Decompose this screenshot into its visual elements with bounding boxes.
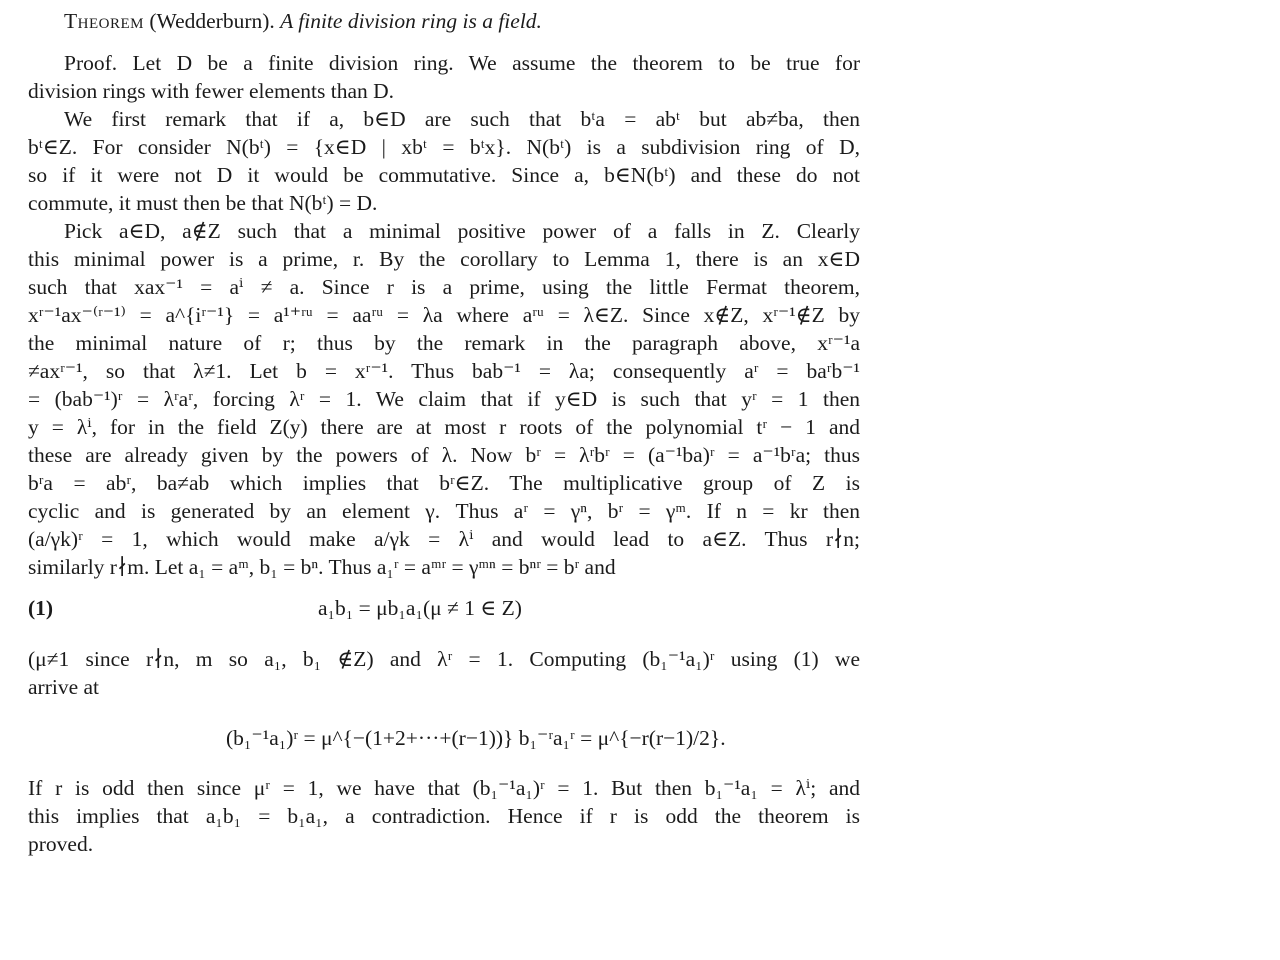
theorem-statement: A finite division ring is a field. [280,9,542,33]
proof-line-14: y = λⁱ, for in the field Z(y) there are at most r roots of the polynomial tʳ − 1 and [28,415,860,439]
conclusion-line-2: this implies that a₁b₁ = b₁a₁, a contradiction. Hence if r is odd the theorem is [28,804,860,828]
theorem-attribution: (Wedderburn). [143,9,281,33]
proof-line-19: similarly r∤m. Let a₁ = aᵐ, b₁ = bⁿ. Thus a₁ʳ = aᵐʳ = γᵐⁿ = bⁿʳ = bʳ and [28,555,616,579]
proof-line-9: such that xax⁻¹ = aⁱ ≠ a. Since r is a prime, using the little Fermat theorem, [28,275,860,299]
equation-number: (1) [28,596,54,620]
equation-1: a₁b₁ = μb₁a₁(μ ≠ 1 ∈ Z) [318,596,522,620]
equation-2: (b₁⁻¹a₁)ʳ = μ^{−(1+2+···+(r−1))} b₁⁻ʳa₁ʳ = μ^{−r(r−1)/2}. [226,726,726,750]
proof-line-17: cyclic and is generated by an element γ. Thus aʳ = γⁿ, bʳ = γᵐ. If n = kr then [28,499,860,523]
proof-line-1: Proof. Let D be a finite division ring. We assume the theorem to be true for [64,51,860,75]
proof-line-10: xʳ⁻¹ax⁻⁽ʳ⁻¹⁾ = a^{iʳ⁻¹} = a¹⁺ʳᵘ = aaʳᵘ = λa where aʳᵘ = λ∈Z. Since x∉Z, xʳ⁻¹∉Z by [28,303,860,327]
conclusion-line-3: proved. [28,832,94,856]
after-eq1-line-2: arrive at [28,675,100,699]
proof-line-6: commute, it must then be that N(bᵗ) = D. [28,191,378,215]
proof-line-3: We first remark that if a, b∈D are such that bᵗa = abᵗ but ab≠ba, then [64,107,860,131]
proof-line-2: division rings with fewer elements than D. [28,79,395,103]
proof-line-11: the minimal nature of r; thus by the remark in the paragraph above, xʳ⁻¹a [28,331,860,355]
conclusion-line-1: If r is odd then since μʳ = 1, we have that (b₁⁻¹a₁)ʳ = 1. But then b₁⁻¹a₁ = λⁱ; and [28,776,860,800]
proof-line-7: Pick a∈D, a∉Z such that a minimal positive power of a falls in Z. Clearly [64,219,860,243]
proof-line-8: this minimal power is a prime, r. By the corollary to Lemma 1, there is an x∈D [28,247,860,271]
proof-line-5: so if it were not D it would be commutative. Since a, b∈N(bᵗ) and these do not [28,163,860,187]
theorem-heading [64,7,860,35]
after-eq1-line-1: (μ≠1 since r∤n, m so a₁, b₁ ∉Z) and λʳ = 1. Computing (b₁⁻¹a₁)ʳ using (1) we [28,647,860,671]
proof-line-18: (a/γk)ʳ = 1, which would make a/γk = λⁱ and would lead to a∈Z. Thus r∤n; [28,527,860,551]
theorem-label: Theorem [64,9,144,33]
proof-line-15: these are already given by the powers of λ. Now bʳ = λʳbʳ = (a⁻¹ba)ʳ = a⁻¹bʳa; thus [28,443,860,467]
proof-line-12: ≠axʳ⁻¹, so that λ≠1. Let b = xʳ⁻¹. Thus bab⁻¹ = λa; consequently aʳ = baʳb⁻¹ [28,359,860,383]
proof-line-16: bʳa = abʳ, ba≠ab which implies that bʳ∈Z. The multiplicative group of Z is [28,471,860,495]
proof-line-4: bᵗ∈Z. For consider N(bᵗ) = {x∈D | xbᵗ = bᵗx}. N(bᵗ) is a subdivision ring of D, [28,135,860,159]
proof-line-13: = (bab⁻¹)ʳ = λʳaʳ, forcing λʳ = 1. We claim that if y∈D is such that yʳ = 1 then [28,387,860,411]
